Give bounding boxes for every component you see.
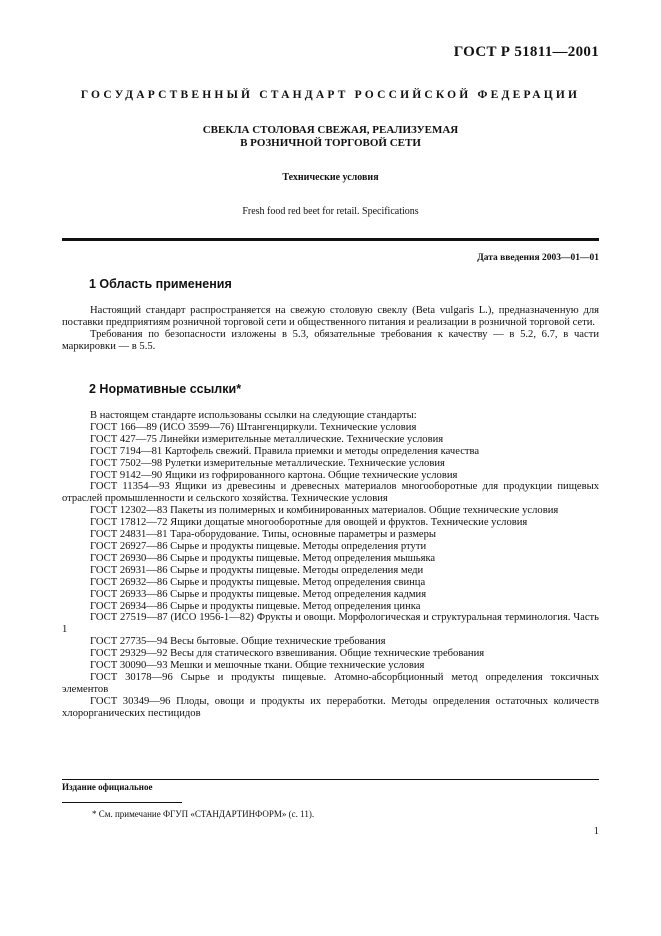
reference-item: ГОСТ 26933—86 Сырье и продукты пищевые. Метод определения кадмия [90,588,427,600]
reference-item: ГОСТ 166—89 (ИСО 3599—76) Штангенциркули. Технические условия [90,421,417,433]
reference-item: ГОСТ 27519—87 (ИСО 1956-1—82) Фрукты и овощи. Морфологическая и структуральная терминология. Часть 1 [62,612,599,636]
state-standard-line: ГОСУДАРСТВЕННЫЙ СТАНДАРТ РОССИЙСКОЙ ФЕДЕРАЦИИ [80,89,581,101]
reference-item: ГОСТ 26930—86 Сырье и продукты пищевые. Метод определения мышьяка [90,552,436,564]
header-divider [62,238,599,241]
official-edition-label: Издание официальное [62,782,153,792]
reference-item: ГОСТ 11354—93 Ящики из древесины и древесных материалов многооборотные для продукции пищевых отраслей промышленности и сельского хозяйства. Технические условия [62,481,599,505]
title-line-2: В РОЗНИЧНОЙ ТОРГОВОЙ СЕТИ [240,137,421,149]
reference-item: ГОСТ 30090—93 Мешки и мешочные ткани. Общие технические условия [90,660,425,672]
reference-item: ГОСТ 24831—81 Тара-оборудование. Типы, основные параметры и размеры [90,529,437,541]
reference-item: ГОСТ 12302—83 Пакеты из полимерных и комбинированных материалов. Общие технические условия [90,505,559,517]
footnote: * См. примечание ФГУП «СТАНДАРТИНФОРМ» (с. 11). [92,809,315,819]
reference-item: ГОСТ 27735—94 Весы бытовые. Общие технические требования [90,636,386,648]
references-list [62,410,599,720]
section-1-heading: 1 Область применения [89,277,232,291]
reference-item: ГОСТ 26934—86 Сырье и продукты пищевые. Метод определения цинка [90,600,421,612]
reference-item: ГОСТ 7502—98 Рулетки измерительные металлические. Технические условия [90,457,445,469]
reference-item: ГОСТ 29329—92 Весы для статического взвешивания. Общие технические требования [90,648,485,660]
document-title [62,124,599,150]
reference-item: ГОСТ 17812—72 Ящики дощатые многооборотные для овощей и фруктов. Технические условия [90,517,528,529]
section-1-paragraph-1: Настоящий стандарт распространяется на свежую столовую свеклу (Beta vulgaris L.), предназначенную для поставки предприятиям розничной торговой сети и общественного питания и реализации в розничной торговой сети. [62,305,599,328]
reference-item: ГОСТ 30178—96 Сырье и продукты пищевые. Атомно-абсорбционный метод определения токсичных элементов [62,671,599,695]
section-2-heading: 2 Нормативные ссылки* [89,382,242,396]
reference-item: ГОСТ 427—75 Линейки измерительные металлические. Технические условия [90,433,444,445]
document-subtitle: Технические условия [282,172,379,183]
official-edition-divider [62,779,599,780]
reference-item: ГОСТ 26927—86 Сырье и продукты пищевые. Методы определения ртути [90,540,427,552]
reference-item: ГОСТ 26931—86 Сырье и продукты пищевые. Методы определения меди [90,564,424,576]
footnote-divider [62,802,182,803]
section-1-paragraph-2: Требования по безопасности изложены в 5.3, обязательные требования к качеству — в 5.2, 6.7, в части маркировки — в 5.5. [62,328,599,352]
introduction-date: Дата введения 2003—01—01 [477,253,599,263]
references-intro: В настоящем стандарте использованы ссылки на следующие стандарты: [90,410,417,421]
reference-item: ГОСТ 30349—96 Плоды, овощи и продукты их переработки. Методы определения остаточных количеств хлорорганических пестицидов [62,695,599,719]
reference-item: ГОСТ 7194—81 Картофель свежий. Правила приемки и методы определения качества [90,445,480,457]
title-line-1: СВЕКЛА СТОЛОВАЯ СВЕЖАЯ, РЕАЛИЗУЕМАЯ [202,124,459,136]
reference-item: ГОСТ 26932—86 Сырье и продукты пищевые. Метод определения свинца [90,576,426,588]
standard-code: ГОСТ Р 51811—2001 [453,44,599,60]
section-1-body [62,305,599,353]
english-title: Fresh food red beet for retail. Specifications [242,206,419,217]
page-number: 1 [593,826,599,837]
reference-item: ГОСТ 9142—90 Ящики из гофрированного картона. Общие технические условия [90,469,458,481]
